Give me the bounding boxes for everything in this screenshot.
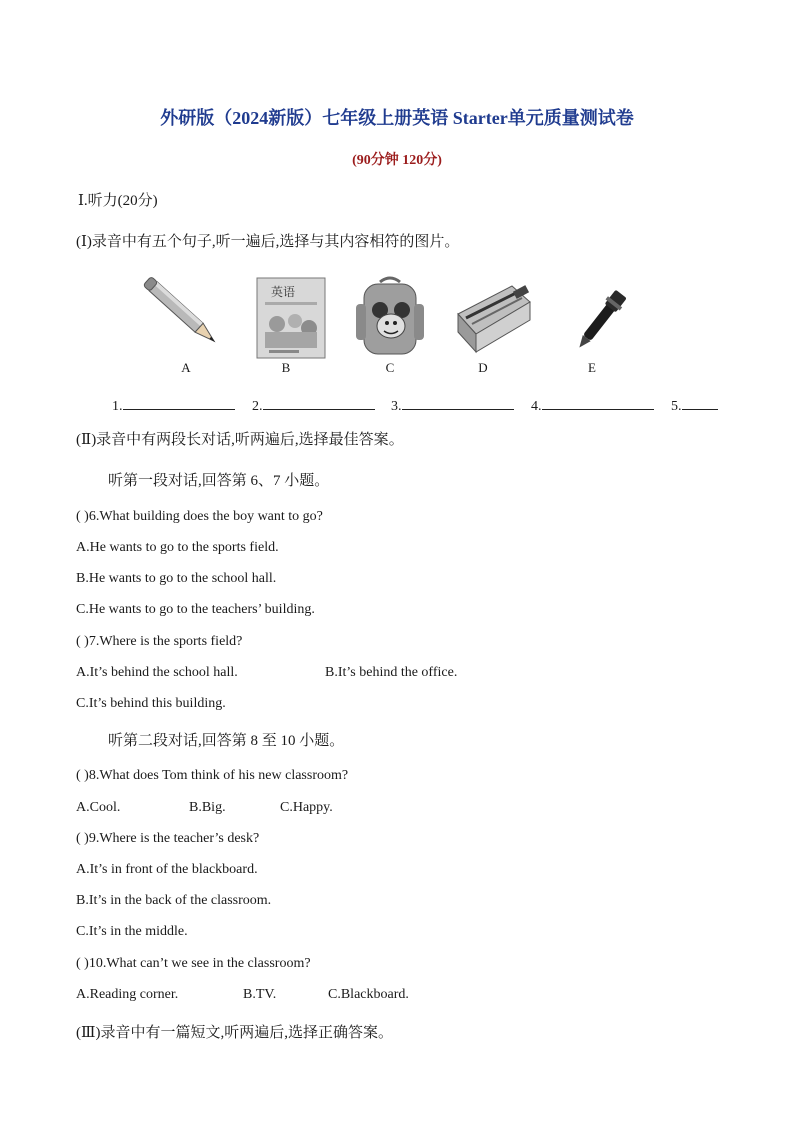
backpack-icon	[352, 274, 428, 358]
question-7: ( )7.Where is the sports field?	[76, 634, 243, 649]
part2-instruction: (Ⅱ)录音中有两段长对话,听两遍后,选择最佳答案。	[76, 432, 404, 448]
dialog2-instruction: 听第二段对话,回答第 8 至 10 小题。	[108, 733, 345, 749]
picture-label-d: D	[478, 360, 488, 375]
question-9: ( )9.Where is the teacher’s desk?	[76, 831, 260, 846]
q7-option-a: A.It’s behind the school hall.	[76, 665, 238, 680]
picture-c	[352, 274, 428, 358]
q10-option-b: B.TV.	[243, 987, 277, 1002]
part1-instruction: (Ⅰ)录音中有五个句子,听一遍后,选择与其内容相符的图片。	[76, 234, 460, 250]
picture-label-b: B	[281, 360, 291, 375]
picture-label-c: C	[385, 360, 395, 375]
answer-blank-4[interactable]: 4.	[531, 395, 654, 416]
q6-option-a: A.He wants to go to the sports field.	[76, 540, 279, 555]
q8-option-c: C.Happy.	[280, 800, 333, 815]
svg-text:英语: 英语	[271, 285, 296, 299]
question-6: ( )6.What building does the boy want to go?	[76, 509, 323, 524]
q8-option-b: B.Big.	[189, 800, 226, 815]
dialog1-instruction: 听第一段对话,回答第 6、7 小题。	[108, 473, 330, 489]
pen-icon	[562, 274, 646, 358]
q8-option-a: A.Cool.	[76, 800, 121, 815]
q6-option-b: B.He wants to go to the school hall.	[76, 571, 277, 586]
picture-label-a: A	[181, 360, 191, 375]
q9-option-b: B.It’s in the back of the classroom.	[76, 893, 272, 908]
question-10: ( )10.What can’t we see in the classroom?	[76, 956, 311, 971]
english-book-icon	[255, 276, 327, 360]
pencil-case-icon	[452, 274, 536, 358]
page-subtitle: (90分钟 120分)	[352, 153, 442, 168]
q9-option-a: A.It’s in front of the blackboard.	[76, 862, 258, 877]
pencil-icon	[140, 270, 230, 360]
answer-blank-5[interactable]: 5.	[671, 395, 718, 416]
question-8: ( )8.What does Tom think of his new classroom?	[76, 768, 349, 783]
q9-option-c: C.It’s in the middle.	[76, 924, 188, 939]
picture-label-e: E	[588, 360, 596, 375]
part3-instruction: (Ⅲ)录音中有一篇短文,听两遍后,选择正确答案。	[76, 1025, 393, 1041]
answer-blank-3[interactable]: 3.	[391, 395, 514, 416]
picture-d	[452, 274, 536, 358]
q10-option-a: A.Reading corner.	[76, 987, 179, 1002]
q10-option-c: C.Blackboard.	[328, 987, 409, 1002]
q6-option-c: C.He wants to go to the teachers’ building.	[76, 602, 315, 617]
q7-option-c: C.It’s behind this building.	[76, 696, 226, 711]
picture-a	[140, 270, 230, 360]
page-title: 外研版（2024新版）七年级上册英语 Starter单元质量测试卷	[160, 108, 634, 128]
answer-blank-1[interactable]: 1.	[112, 395, 235, 416]
q7-option-b: B.It’s behind the office.	[325, 665, 458, 680]
picture-b	[255, 276, 327, 360]
section-heading-listening: Ⅰ.听力(20分)	[78, 193, 158, 209]
picture-e	[562, 274, 646, 358]
answer-blank-2[interactable]: 2.	[252, 395, 375, 416]
